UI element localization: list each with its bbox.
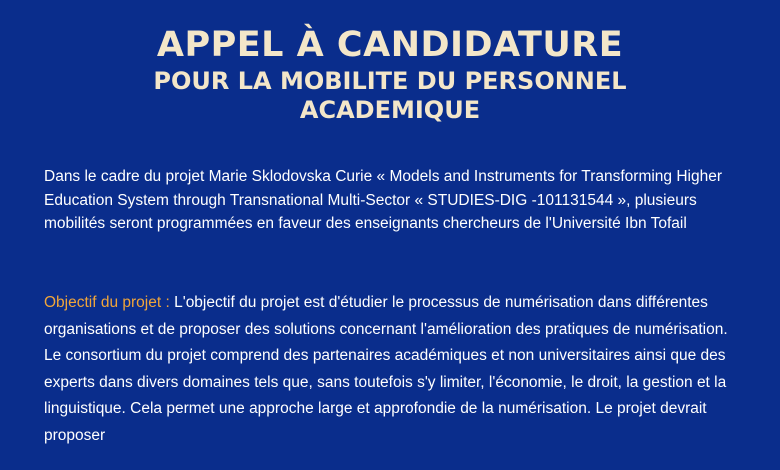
- page-title: APPEL À CANDIDATURE: [156, 25, 624, 65]
- intro-paragraph: Dans le cadre du projet Marie Sklodovska Curie « Models and Instruments for Transforming Higher Education System through Transnational Multi-Sector « STUDIES-DIG -101131544 », plusieurs mobilités seront programmées en faveur des enseignants chercheurs de l'Université Ibn Tofail: [44, 168, 723, 232]
- page-subtitle-line-1: POUR LA MOBILITE DU PERSONNEL: [153, 67, 627, 95]
- objective-paragraph: [44, 290, 744, 449]
- objective-text: L'objectif du projet est d'étudier le processus de numérisation dans différentes organisations et de proposer des solutions concernant l'amélioration des pratiques de numérisation. Le consortium du projet comprend des partenaires académiques et non universitaires ainsi que des experts dans divers domaines tels que, sans toutefois s'y limiter, l'économie, le droit, la gestion et la linguistique. Cela permet une approche large et approfondie de la numérisation. Le projet devrait proposer: [44, 294, 728, 444]
- page-subtitle-line-2: ACADEMIQUE: [299, 96, 481, 124]
- header: [0, 25, 780, 124]
- objective-label: Objectif du projet :: [44, 294, 170, 311]
